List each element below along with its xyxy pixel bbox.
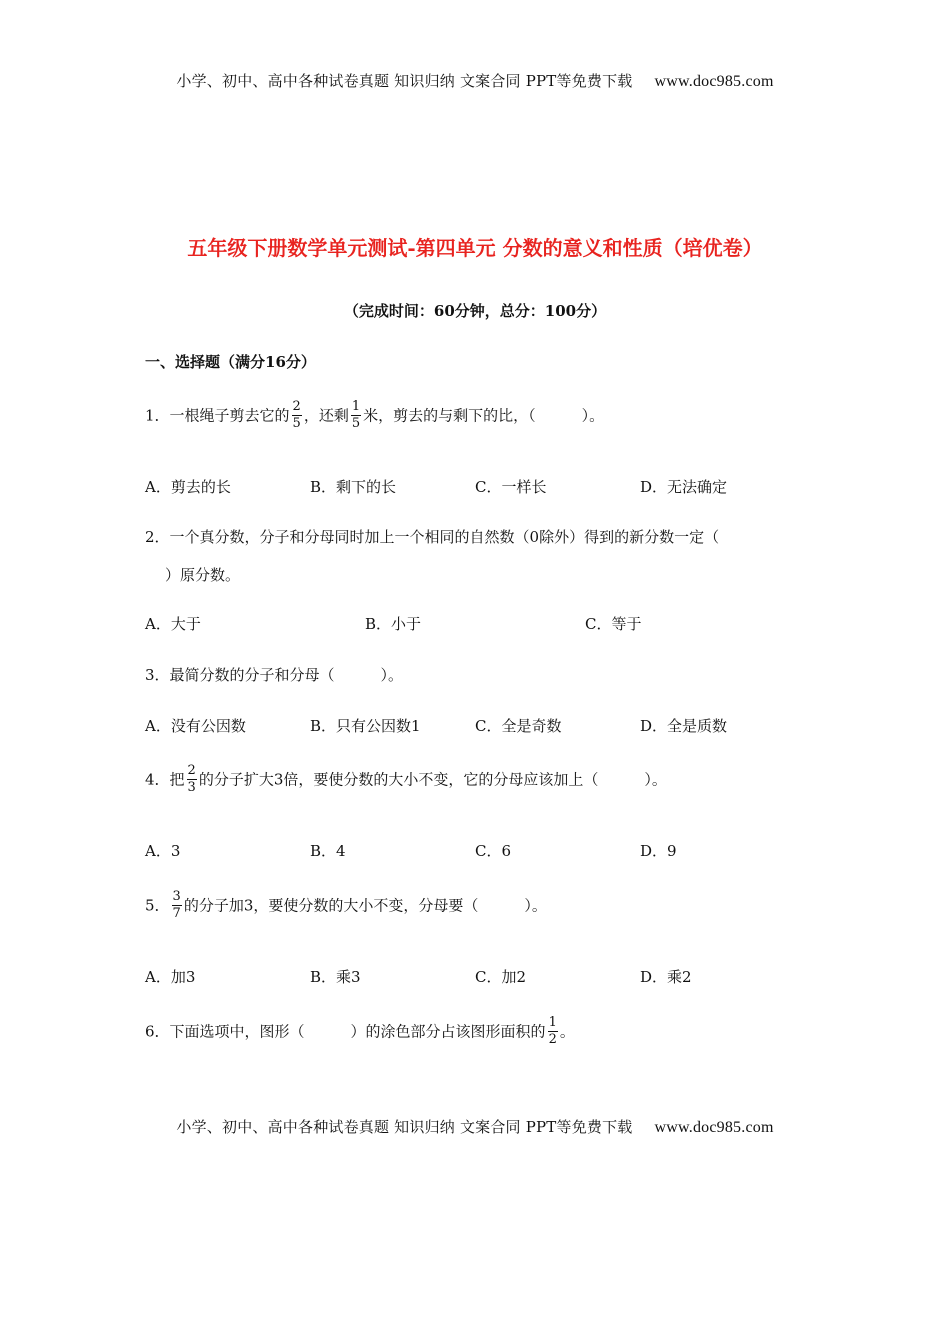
question-5 — [145, 890, 547, 923]
option-4-c[interactable]: C．6 — [475, 842, 512, 860]
option-3-b[interactable]: B．只有公因数1 — [310, 717, 421, 735]
question-4-text-b: 的分子扩大3倍，要使分数的大小不变，它的分母应该加上（ — [198, 770, 599, 789]
question-4 — [145, 764, 667, 797]
question-6 — [145, 1016, 575, 1049]
option-1-a[interactable]: A．剪去的长 — [145, 478, 231, 496]
option-5-c[interactable]: C．加2 — [475, 968, 527, 986]
option-3-d[interactable]: D．全是质数 — [640, 717, 728, 735]
fraction-1-2: $\frac{1}{2}$ — [548, 1015, 557, 1047]
fraction-2-3: $\frac{2}{3}$ — [187, 763, 196, 795]
question-5-text-a: 5． — [145, 896, 170, 915]
option-4-d[interactable]: D．9 — [640, 842, 677, 860]
option-1-d[interactable]: D．无法确定 — [640, 478, 728, 496]
document-title: 五年级下册数学单元测试-第四单元 分数的意义和性质（培优卷） — [187, 236, 763, 260]
question-5-text-b: 的分子加3，要使分数的大小不变，分母要（ — [183, 896, 479, 915]
option-3-a[interactable]: A．没有公因数 — [145, 717, 246, 735]
page-header — [0, 70, 950, 91]
question-6-text-b: ）的涂色部分占该图形面积的 — [350, 1022, 546, 1041]
header-text: 小学、初中、高中各种试卷真题 知识归纳 文案合同 PPT等免费下载 — [176, 72, 633, 90]
question-1-text-d: ）。 — [581, 406, 605, 425]
question-5-text-c: ）。 — [524, 896, 547, 915]
option-4-b[interactable]: B．4 — [310, 842, 346, 860]
question-2-options — [145, 614, 845, 634]
fraction-3-7: $\frac{3}{7}$ — [172, 889, 181, 921]
fraction-2-5: $\frac{2}{5}$ — [292, 399, 301, 431]
section-title: 一、选择题（满分16分） — [145, 353, 316, 371]
page-footer — [0, 1116, 950, 1137]
question-6-text-a: 6．下面选项中，图形（ — [145, 1022, 305, 1041]
question-3-text-a: 3．最简分数的分子和分母（ — [145, 666, 335, 684]
footer-site-link[interactable]: www.doc985.com — [654, 1119, 774, 1136]
option-5-d[interactable]: D．乘2 — [640, 968, 692, 986]
question-5-options — [145, 967, 845, 987]
option-2-c[interactable]: C．等于 — [585, 615, 642, 633]
question-2 — [145, 518, 805, 594]
question-3 — [145, 665, 403, 685]
option-1-b[interactable]: B．剩下的长 — [310, 478, 397, 496]
option-5-a[interactable]: A．加3 — [145, 968, 196, 986]
option-2-b[interactable]: B．小于 — [365, 615, 422, 633]
document-subtitle: （完成时间：60分钟，总分：100分） — [343, 302, 607, 320]
question-1-options — [145, 477, 845, 497]
question-2-line-2: ）原分数。 — [165, 566, 241, 584]
question-4-options — [145, 841, 845, 861]
question-1-text-a: 1．一根绳子剪去它的 — [145, 406, 290, 425]
question-3-text-b: ）。 — [380, 666, 404, 684]
option-5-b[interactable]: B．乘3 — [310, 968, 361, 986]
option-4-a[interactable]: A．3 — [145, 842, 181, 860]
option-2-a[interactable]: A．大于 — [145, 615, 201, 633]
question-4-text-c: ）。 — [644, 770, 667, 789]
question-2-line-1: 2．一个真分数，分子和分母同时加上一个相同的自然数（0除外）得到的新分数一定（ — [145, 528, 720, 546]
question-3-options — [145, 716, 845, 736]
header-site-link[interactable]: www.doc985.com — [654, 73, 774, 90]
footer-text: 小学、初中、高中各种试卷真题 知识归纳 文案合同 PPT等免费下载 — [176, 1118, 633, 1136]
question-1 — [145, 400, 604, 433]
question-1-text-c: 米，剪去的与剩下的比，（ — [363, 406, 536, 425]
question-1-text-b: ，还剩 — [303, 406, 349, 425]
option-3-c[interactable]: C．全是奇数 — [475, 717, 562, 735]
question-4-text-a: 4．把 — [145, 770, 185, 789]
question-6-text-c: 。 — [559, 1022, 575, 1041]
option-1-c[interactable]: C．一样长 — [475, 478, 547, 496]
fraction-1-5: $\frac{1}{5}$ — [351, 399, 361, 431]
